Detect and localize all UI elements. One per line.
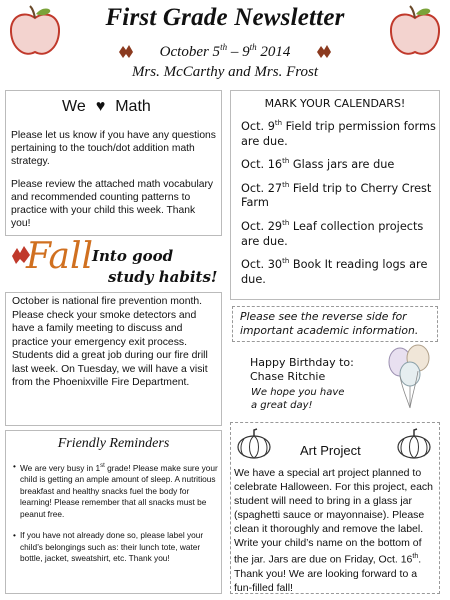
pumpkin-icon bbox=[396, 428, 432, 460]
list-item: • If you have not already done so, please label your child’s belongings such as: their lunch tote, water bottle, jacket, sweatshirt, etc. Thank you! bbox=[15, 530, 220, 565]
newsletter-title: First Grade Newsletter bbox=[105, 4, 345, 31]
calendar-heading: MARK YOUR CALENDARS! bbox=[264, 97, 406, 110]
birthday-heading: Happy Birthday to: Chase Ritchie bbox=[250, 356, 354, 383]
leaf-icon bbox=[118, 45, 134, 59]
calendar-item: Oct. 30th Book It reading logs are due. bbox=[241, 257, 428, 286]
leaf-icon bbox=[316, 45, 332, 59]
reminders-heading: Friendly Reminders bbox=[57, 436, 170, 451]
fall-subtitle: study habits! bbox=[108, 268, 218, 286]
art-project-paragraph: We have a special art project planned to celebrate Halloween. For this project, each student will need to bring in a glass jar (spaghetti sauce or mayonnaise). Please clean it thoroughly and remove the label. Write your child’s name on the bottom of the jar. Jars are due on Friday, Oct. 16th. Thank you! We are looking forward to a fun-filled fall! bbox=[234, 467, 434, 594]
calendar-item: Oct. 27th Field trip to Cherry Crest Farm bbox=[241, 180, 432, 210]
teacher-names: Mrs. McCarthy and Mrs. Frost bbox=[131, 64, 319, 80]
math-heading: We ♥ Math bbox=[62, 98, 151, 115]
newsletter-dates: October 5th – 9th 2014 bbox=[159, 42, 291, 60]
math-paragraph: Please let us know if you have any questions pertaining to the touch/dot addition math strategy. bbox=[11, 130, 216, 167]
heart-icon: ♥ bbox=[95, 98, 106, 115]
fall-subtitle: Into good bbox=[92, 247, 174, 265]
calendar-item: Oct. 9th Field trip permission forms are due. bbox=[241, 119, 436, 148]
calendar-list bbox=[241, 116, 436, 292]
math-paragraph: Please review the attached math vocabulary and recommended counting patterns to practice with your child this week. Thank you! bbox=[11, 179, 214, 229]
calendar-item: Oct. 29th Leaf collection projects are due. bbox=[241, 218, 424, 248]
birthday-message: We hope you have a great day! bbox=[251, 387, 345, 411]
reverse-note: Please see the reverse side for important academic information. bbox=[240, 310, 419, 337]
pumpkin-icon bbox=[236, 428, 272, 460]
balloon-icon bbox=[380, 344, 438, 410]
fire-prevention-paragraph: October is national fire prevention month. Please check your smoke detectors and have a family meeting to discuss and practice your emergency exit process. Students did a great job during our fire drill last week. On Tuesday, we will have a visit from the Phoenixville Fire Department. bbox=[12, 296, 208, 388]
list-item: • We are very busy in 1st grade! Please make sure your child is getting an ample amount of sleep. A nutritious breakfast and healthy snacks fuel the body for learning! Please remember that all snacks must be peanut free. bbox=[15, 461, 220, 520]
art-project-heading: Art Project bbox=[300, 443, 361, 458]
fall-word: Fall bbox=[26, 236, 94, 277]
calendar-item: Oct. 16th Glass jars are due bbox=[241, 157, 395, 172]
reminders-list bbox=[15, 461, 220, 575]
